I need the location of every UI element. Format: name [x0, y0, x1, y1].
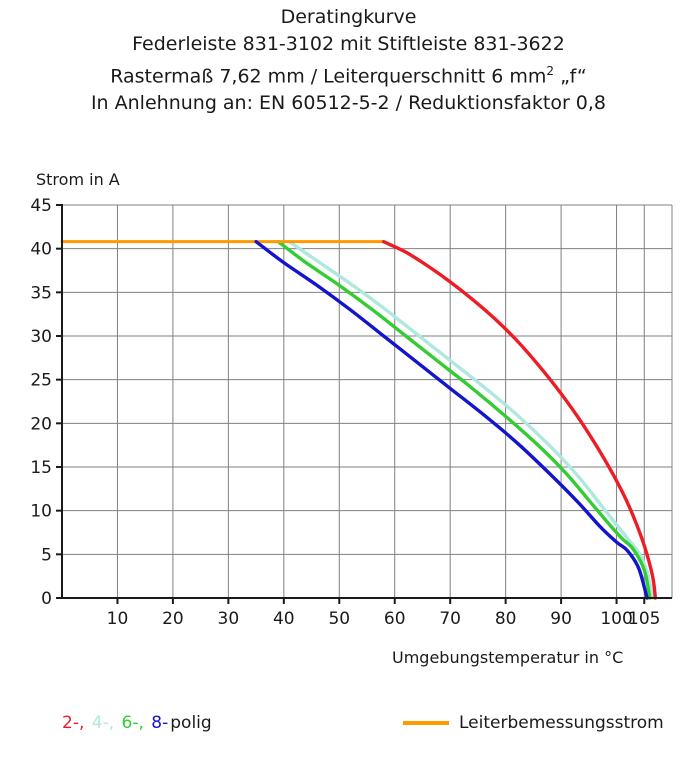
y-axis-title: Strom in A	[36, 170, 120, 189]
legend-poles	[62, 713, 214, 733]
x-tick-label: 20	[162, 609, 184, 629]
legend-rated-current-label: Leiterbemessungsstrom	[459, 713, 664, 733]
legend-poles-unit: polig	[170, 713, 212, 733]
y-tick-label: 10	[30, 501, 52, 522]
x-tick-label: 90	[550, 609, 572, 629]
x-tick-label: 30	[217, 609, 240, 629]
y-tick-label: 0	[41, 589, 52, 609]
chart-legend	[0, 705, 697, 745]
legend-rated-current-swatch	[403, 721, 449, 725]
y-tick-label: 35	[30, 283, 52, 304]
title-line-4: In Anlehnung an: EN 60512-5-2 / Reduktionsfaktor 0,8	[90, 92, 607, 115]
title-line-2: Federleiste 831-3102 mit Stiftleiste 831-3622	[132, 33, 565, 55]
x-tick-label: 10	[106, 609, 129, 629]
title-line-3-suffix: „f“	[554, 65, 587, 88]
series-curve-6-polig	[278, 242, 650, 598]
title-line-3-main: Rastermaß 7,62 mm / Leiterquerschnitt 6 mm	[110, 65, 547, 88]
x-tick-label: 40	[272, 609, 295, 629]
x-tick-label: 70	[439, 609, 462, 629]
series-curve-8-polig	[256, 242, 647, 598]
x-tick-label: 50	[328, 609, 351, 629]
x-tick-label: 100	[600, 609, 633, 629]
y-tick-label: 20	[30, 414, 52, 435]
series-curve-2-polig	[384, 242, 656, 598]
y-tick-label: 5	[41, 545, 52, 566]
legend-rated-current	[403, 713, 664, 733]
x-tick-label: 60	[383, 609, 406, 629]
series-curve-4-polig	[289, 242, 652, 598]
legend-poles-6: 6-,	[121, 713, 144, 733]
title-line-3-superscript: 2	[546, 64, 555, 78]
legend-poles-2: 2-,	[62, 713, 85, 733]
title-line-1: Deratingkurve	[280, 6, 417, 28]
y-tick-label: 40	[30, 239, 52, 260]
legend-poles-4: 4-,	[91, 713, 115, 733]
y-tick-label: 25	[30, 370, 52, 391]
legend-poles-8: 8-	[151, 713, 169, 733]
x-axis-title: Umgebungstemperatur in °C	[392, 648, 624, 667]
y-tick-label: 30	[30, 327, 52, 347]
x-tick-label: 105	[628, 609, 661, 629]
y-tick-label: 45	[30, 196, 52, 216]
y-tick-label: 15	[30, 458, 52, 478]
x-tick-label: 80	[494, 609, 517, 629]
